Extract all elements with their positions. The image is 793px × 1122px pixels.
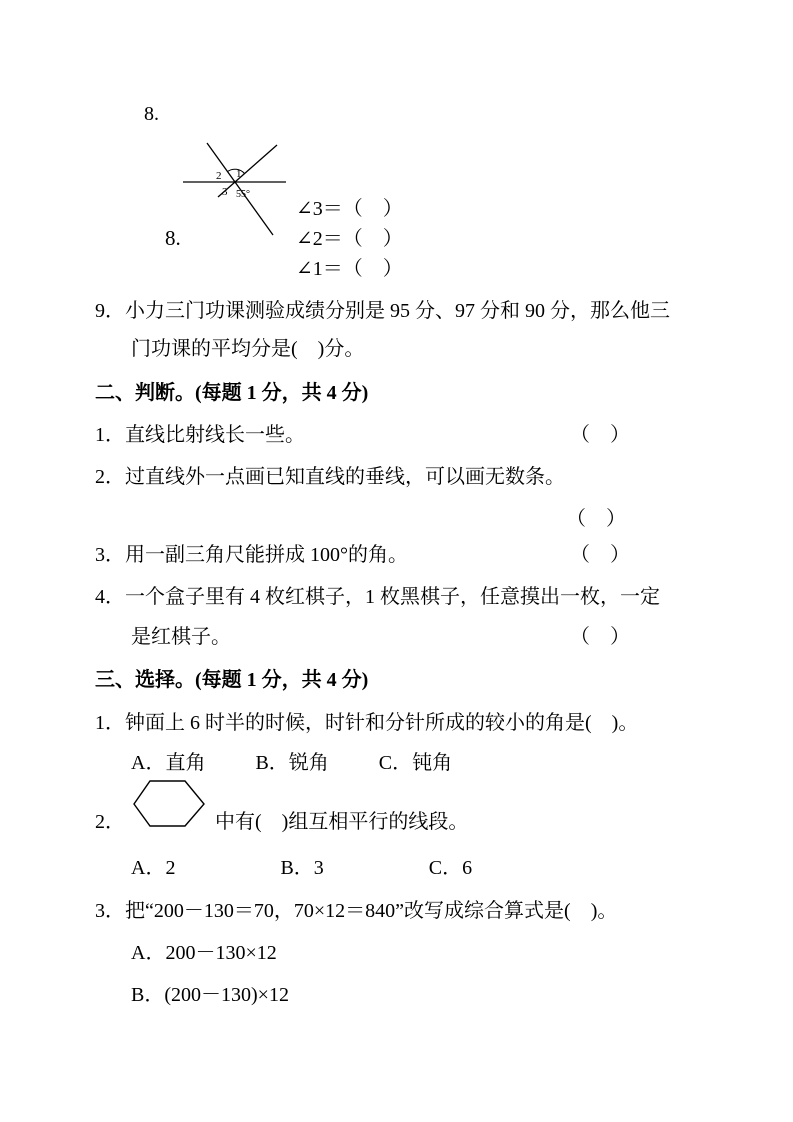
judge-2-bracket: （ ）: [566, 508, 626, 530]
choice-3-text: 3．把“200－130＝70，70×12＝840”改写成综合算式是( )。: [95, 900, 618, 922]
judge-1-text: 1．直线比射线长一些。: [95, 424, 305, 446]
choice-1-option-c: C．钝角: [378, 752, 453, 774]
question-9-line1: 9．小力三门功课测验成绩分别是 95 分、97 分和 90 分，那么他三: [95, 300, 670, 322]
choice-2-line: [95, 780, 468, 836]
choice-2-option-b: B．3: [280, 857, 324, 879]
judge-2-text: 2．过直线外一点画已知直线的垂线，可以画无数条。: [95, 466, 565, 488]
choice-3-option-b: B．(200－130)×12: [131, 984, 289, 1006]
choice-2-options: [131, 851, 472, 880]
judge-item-1: [95, 418, 630, 447]
angle-2-blank: ∠2＝（ ）: [296, 228, 403, 250]
choice-1-text: 1．钟面上 6 时半的时候，时针和分针所成的较小的角是( )。: [95, 712, 639, 734]
judge-item-4-line2: [131, 620, 630, 649]
angle-figure: [180, 136, 292, 246]
angle-3-label: 3: [222, 186, 228, 198]
question-9-line2: 门功课的平均分是( )分。: [131, 338, 365, 360]
section-3-title: 三、选择。(每题 1 分，共 4 分): [95, 669, 369, 691]
choice-2-option-a: A．2: [131, 857, 176, 879]
degree-55-label: 55°: [236, 189, 250, 200]
choice-1-options: [131, 746, 452, 775]
judge-4-bracket: （ ）: [570, 626, 630, 648]
judge-3-bracket: （ ）: [570, 544, 630, 566]
q8-answer-blanks: [296, 194, 403, 284]
hexagon-figure: [133, 780, 207, 836]
choice-2-suffix: 中有( )组互相平行的线段。: [215, 811, 469, 833]
choice-3-option-a: A．200－130×12: [131, 942, 277, 964]
choice-1-option-b: B．锐角: [255, 752, 329, 774]
hexagon-shape: [133, 780, 207, 828]
angle-3-blank: ∠3＝（ ）: [296, 198, 403, 220]
angle-2-label: 2: [216, 170, 222, 182]
angle-1-label: 1: [236, 168, 242, 180]
choice-2-prefix: 2．: [95, 811, 125, 833]
judge-item-3: [95, 538, 630, 567]
choice-1-option-a: A．直角: [131, 752, 206, 774]
section-2-title: 二、判断。(每题 1 分，共 4 分): [95, 382, 369, 404]
choice-2-option-c: C．6: [428, 857, 473, 879]
judge-3-text: 3．用一副三角尺能拼成 100°的角。: [95, 544, 408, 566]
figure-8-label: 8.: [165, 226, 181, 250]
judge-4-line2-text: 是红棋子。: [131, 626, 231, 648]
angle-1-blank: ∠1＝（ ）: [296, 258, 403, 280]
judge-1-bracket: （ ）: [570, 424, 630, 446]
judge-4-line1: 4．一个盒子里有 4 枚红棋子，1 枚黑棋子，任意摸出一枚，一定: [95, 586, 660, 608]
question-8-number: 8.: [144, 103, 159, 125]
